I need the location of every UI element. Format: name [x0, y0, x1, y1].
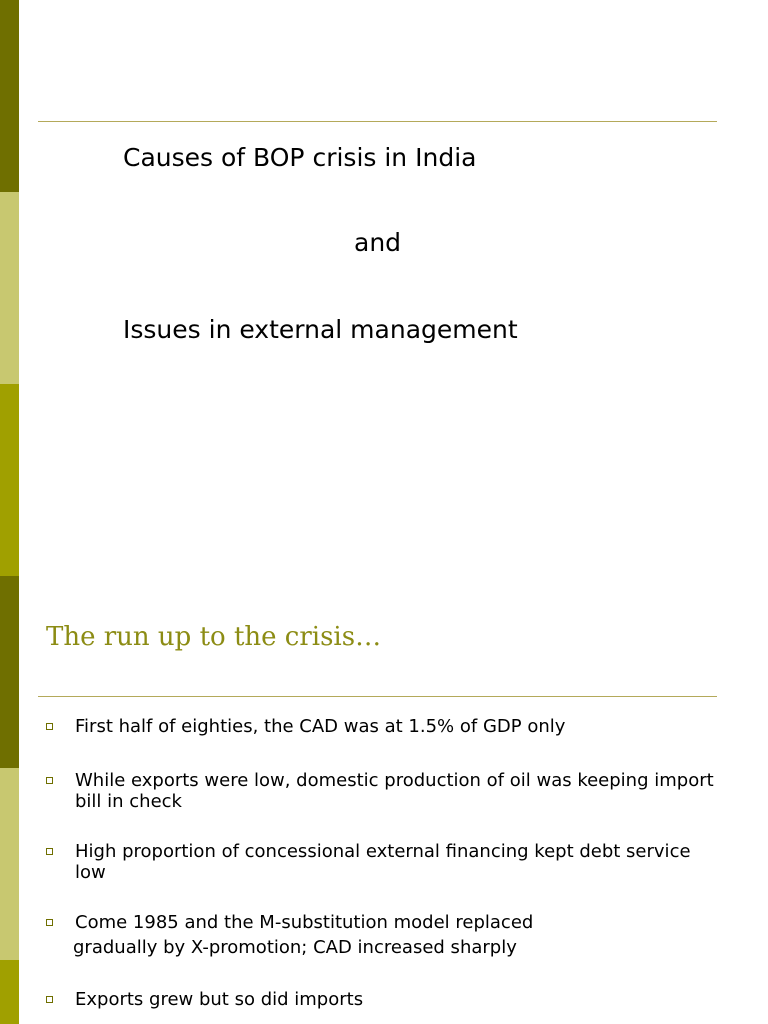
title-line-3: Issues in external management: [123, 315, 518, 344]
bullet-text: High proportion of concessional external financing kept debt service low: [75, 841, 691, 883]
square-bullet-icon: [46, 777, 53, 784]
bar-segment: [0, 576, 19, 768]
square-bullet-icon: [46, 848, 53, 855]
square-bullet-icon: [46, 723, 53, 730]
bullet-text: [75, 912, 715, 958]
square-bullet-icon: [46, 919, 53, 926]
bar-segment: [0, 192, 19, 384]
bullet-text: While exports were low, domestic production of oil was keeping import bill in check: [75, 770, 714, 812]
bullet-text-line2: gradually by X-promotion; CAD increased sharply: [73, 937, 517, 958]
square-bullet-icon: [46, 996, 53, 1003]
top-divider: [38, 121, 717, 122]
bullet-text: First half of eighties, the CAD was at 1.5% of GDP only: [75, 716, 566, 737]
slide-heading: The run up to the crisis…: [46, 622, 382, 652]
bar-segment: [0, 960, 19, 1024]
bar-segment: [0, 384, 19, 576]
bar-segment: [0, 0, 19, 192]
bullet-text: Exports grew but so did imports: [75, 989, 364, 1010]
bar-segment: [0, 768, 19, 960]
title-line-2: and: [354, 228, 402, 257]
title-line-1: Causes of BOP crisis in India: [123, 143, 477, 172]
bullet-text-line1: Come 1985 and the M-substitution model replaced: [75, 912, 534, 933]
heading-divider: [38, 696, 717, 697]
left-decorative-bar: [0, 0, 19, 1024]
